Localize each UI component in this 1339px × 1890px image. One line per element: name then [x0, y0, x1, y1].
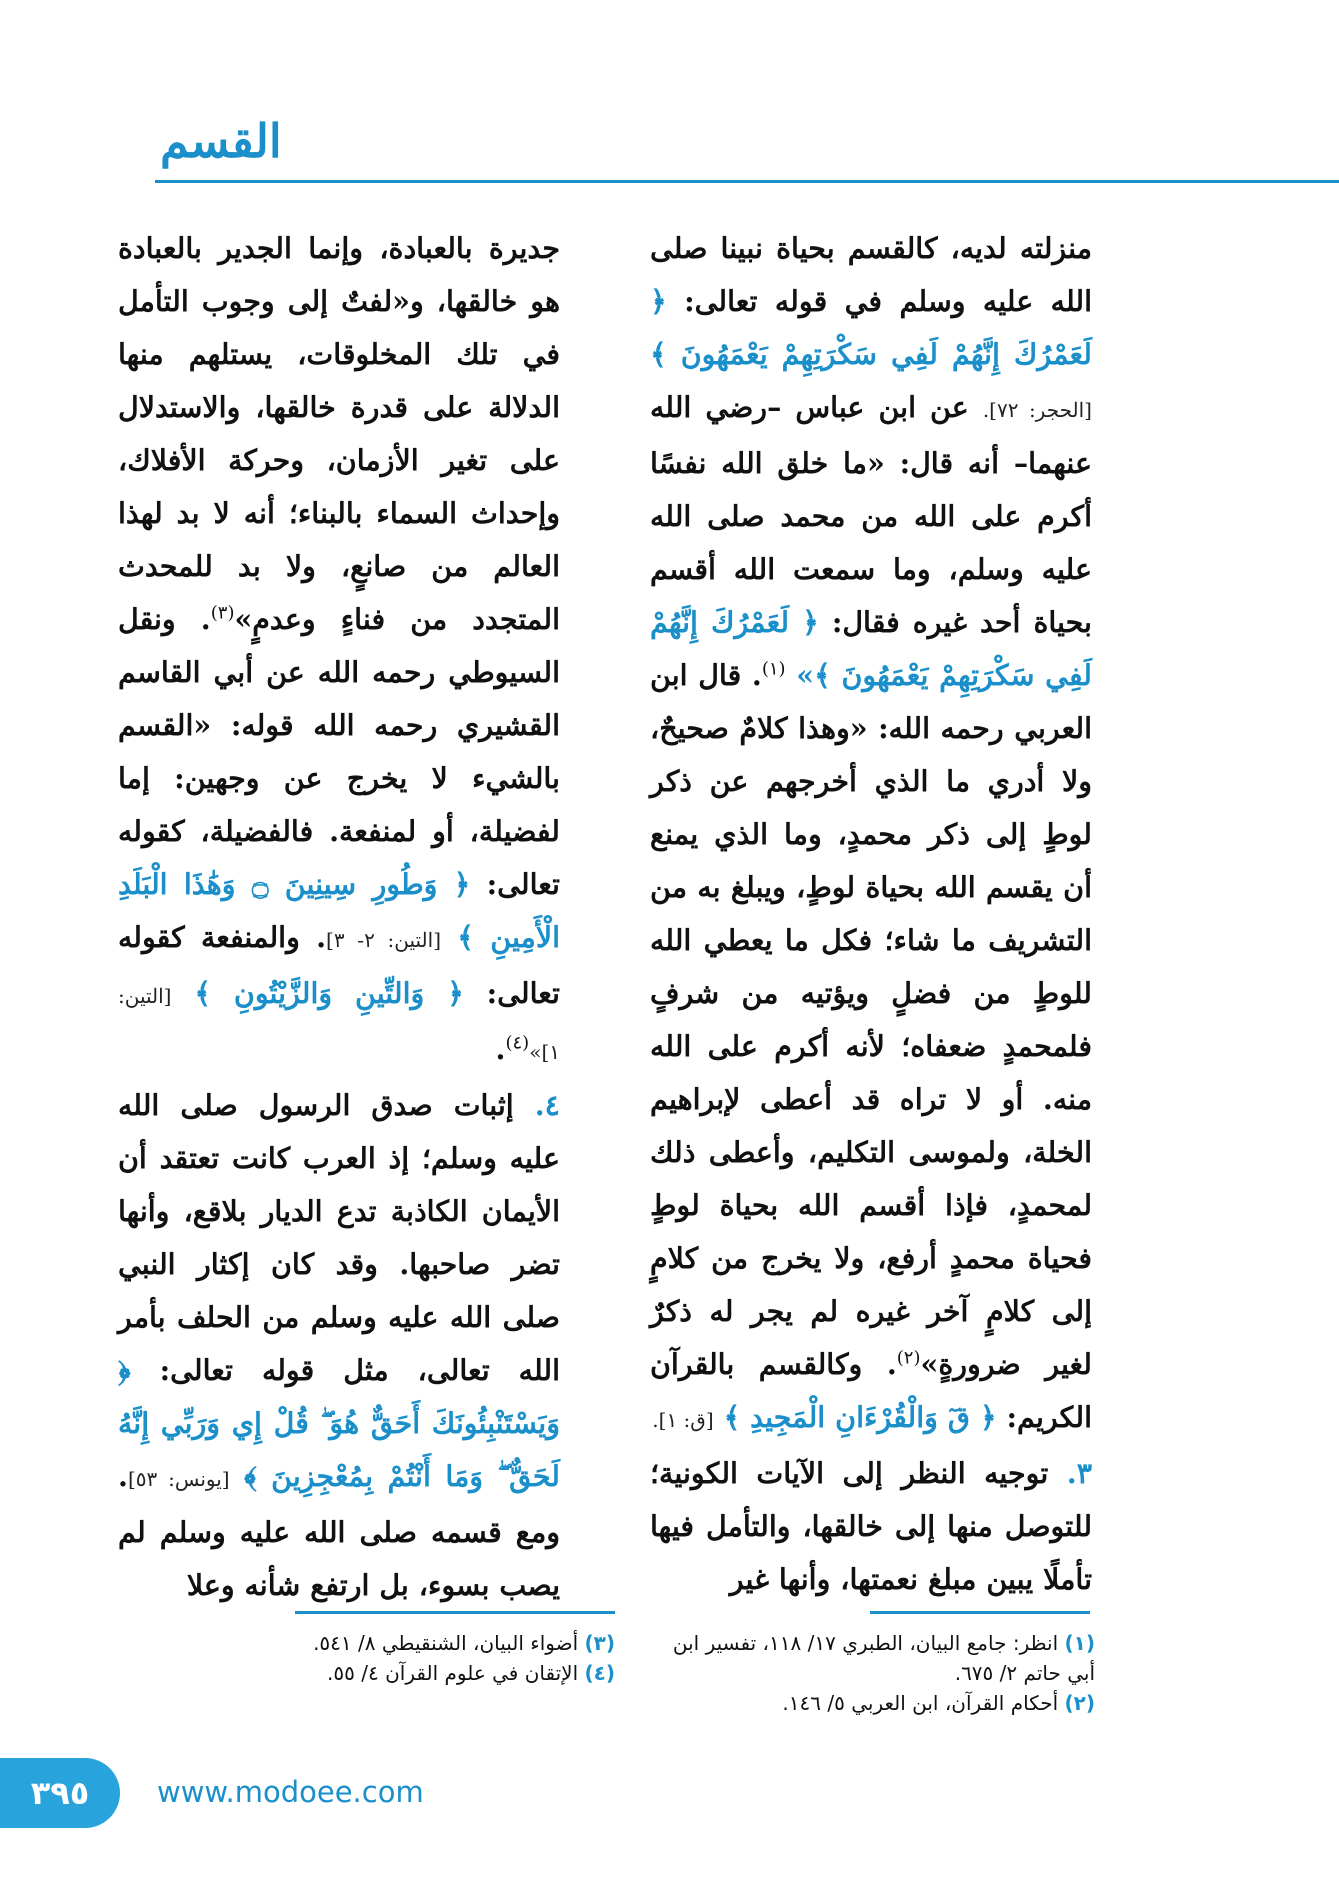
footnote-text: أضواء البيان، الشنقيطي ٨/ ٥٤١.: [313, 1631, 579, 1655]
header-rule: [155, 180, 1339, 183]
footnote-marker: (٤): [505, 1032, 530, 1054]
footnote-number: (١): [1064, 1631, 1095, 1655]
right-text: . وكالقسم بالقرآن الكريم:: [650, 1347, 1092, 1434]
list-number: ٣.: [1066, 1456, 1092, 1490]
quran-verse-yunus: ﴿ وَيَسْتَنْبِئُونَكَ أَحَقٌّ هُوَ ۖ قُلْ إِي وَرَبِّي إِنَّهُ لَحَقٌّ ۖ وَمَا أَنْتُمْ بِمُعْجِزِينَ ﴾: [118, 1353, 560, 1493]
footnote-text: انظر: جامع البيان، الطبري ١٧/ ١١٨، تفسير ابن أبي حاتم ٢/ ٦٧٥.: [672, 1631, 1095, 1685]
right-text: . قال ابن العربي رحمه الله: «وهذا كلامٌ صحيحٌ، ولا أدري ما الذي أخرجهم عن ذكر لوطٍ إلى ذكر محمدٍ، وما الذي يمنع أن يقسم الله بحياة لوطٍ، ويبلغ به من التشريف ما شاء؛ فكل ما يعطي الله للوطٍ من فضلٍ ويؤتيه من شرفٍ فلمحمدٍ ضعفاه؛ لأنه أكرم على الله منه. أو لا تراه قد أعطى لإبراهيم الخلة، ولموسى التكليم، وأعطى ذلك لمحمدٍ، فإذا أقسم الله بحياة لوطٍ فحياة محمدٍ أرفع، ولا يخرج من كلامٍ إلى كلامٍ آخر غيره لم يجر له ذكرٌ لغير ضرورةٍ»: [650, 658, 1092, 1381]
footnote-1: [650, 1628, 1095, 1688]
footnote-rule-left: [295, 1611, 615, 1614]
verse-ref: [ق: ١].: [652, 1408, 714, 1432]
quran-verse-hijr: ﴿ لَعَمْرُكَ إِنَّهُمْ لَفِي سَكْرَتِهِمْ يَعْمَهُونَ ﴾: [650, 284, 1092, 371]
footnote-rule-right: [870, 1611, 1090, 1614]
quran-verse-tin-1: ﴿ وَالتِّينِ وَالزَّيْتُونِ ﴾: [194, 976, 464, 1010]
left-text: .: [495, 1032, 506, 1066]
footnote-marker: (٣): [210, 602, 235, 624]
right-paragraph-1: [650, 222, 1092, 1447]
verse-ref: [التين: ٢- ٣]: [326, 928, 442, 952]
footnote-text: الإتقان في علوم القرآن ٤/ ٥٥.: [327, 1661, 579, 1685]
footnote-4: [230, 1658, 615, 1688]
page-number: ٣٩٥: [0, 1758, 120, 1828]
verse-ref: [يونس: ٥٣]: [127, 1467, 230, 1491]
section-title: القسم: [160, 114, 282, 168]
quran-verse-qaf: ﴿ قٓ وَالْقُرْءَانِ الْمَجِيدِ ﴾: [723, 1400, 997, 1434]
right-text: منزلته لديه، كالقسم بحياة نبينا صلى الله عليه وسلم في قوله تعالى:: [650, 231, 1092, 318]
quran-verse-tin: ﴿ وَطُورِ سِينِينَ ۝ وَهَٰذَا الْبَلَدِ الْأَمِينِ ﴾: [118, 867, 561, 954]
left-text: . ونقل السيوطي رحمه الله عن أبي القاسم القشيري رحمه الله قوله: «القسم بالشيء لا يخرج عن وجهين: إما لفضيلة، أو لمنفعة. فالفضيلة، كقوله تعالى:: [118, 602, 560, 901]
right-text: توجيه النظر إلى الآيات الكونية؛ للتوصل منها إلى خالقها، والتأمل فيها تأملًا يبين مبلغ نعمتها، وأنها غير: [650, 1456, 1092, 1596]
left-text: إثبات صدق الرسول صلى الله عليه وسلم؛ إذ العرب كانت تعتقد أن الأيمان الكاذبة تدع الديار بلاقع، وأنها تضر صاحبها. وقد كان إكثار النبي صلى الله عليه وسلم من الحلف بأمر الله تعالى، مثل قوله تعالى:: [118, 1088, 560, 1387]
left-text: . والمنفعة كقوله تعالى:: [118, 920, 560, 1010]
left-column: [118, 222, 560, 1612]
left-text: جديرة بالعبادة، وإنما الجدير بالعبادة هو خالقها، و«لفتٌ إلى وجوب التأمل في تلك المخلوقات، يستلهم منها الدلالة على قدرة خالقها، والاستدلال على تغير الأزمان، وحركة الأفلاك، وإحداث السماء بالبناء؛ أنه لا بد لهذا العالم من صانعٍ، ولا بد للمحدث المتجدد من فناءٍ وعدمٍ»: [118, 231, 560, 636]
left-paragraph-1: [118, 222, 560, 1079]
right-column: [650, 222, 1092, 1606]
footnote-number: (٢): [1064, 1691, 1095, 1715]
list-number: ٤.: [534, 1088, 560, 1122]
footnotes-right: [650, 1628, 1095, 1718]
footnote-marker: (٢): [896, 1347, 921, 1369]
footnote-marker: (١): [761, 658, 786, 680]
right-paragraph-2: [650, 1447, 1092, 1606]
footnote-text: أحكام القرآن، ابن العربي ٥/ ١٤٦.: [782, 1691, 1059, 1715]
verse-ref: [التين: ١]»: [118, 984, 560, 1064]
left-paragraph-2: [118, 1079, 560, 1612]
footnote-3: [230, 1628, 615, 1658]
quran-verse-hijr-2: ﴿ لَعَمْرُكَ إِنَّهُمْ لَفِي سَكْرَتِهِمْ يَعْمَهُونَ ﴾»: [650, 605, 1092, 692]
verse-ref: [الحجر: ٧٢].: [982, 398, 1092, 422]
footnote-number: (٣): [584, 1631, 615, 1655]
footnote-2: [650, 1688, 1095, 1718]
website-link[interactable]: www.modoee.com: [157, 1775, 424, 1809]
left-text: . ومع قسمه صلى الله عليه وسلم لم يصب بسوء، بل ارتفع شأنه وعلا: [118, 1459, 560, 1602]
footnote-number: (٤): [584, 1661, 615, 1685]
footnotes-left: [230, 1628, 615, 1688]
right-text: عن ابن عباس –رضي الله عنهما– أنه قال: «ما خلق الله نفسًا أكرم على الله من محمد صلى الله عليه وسلم، وما سمعت الله أقسم بحياة أحد غيره فقال:: [650, 390, 1092, 639]
